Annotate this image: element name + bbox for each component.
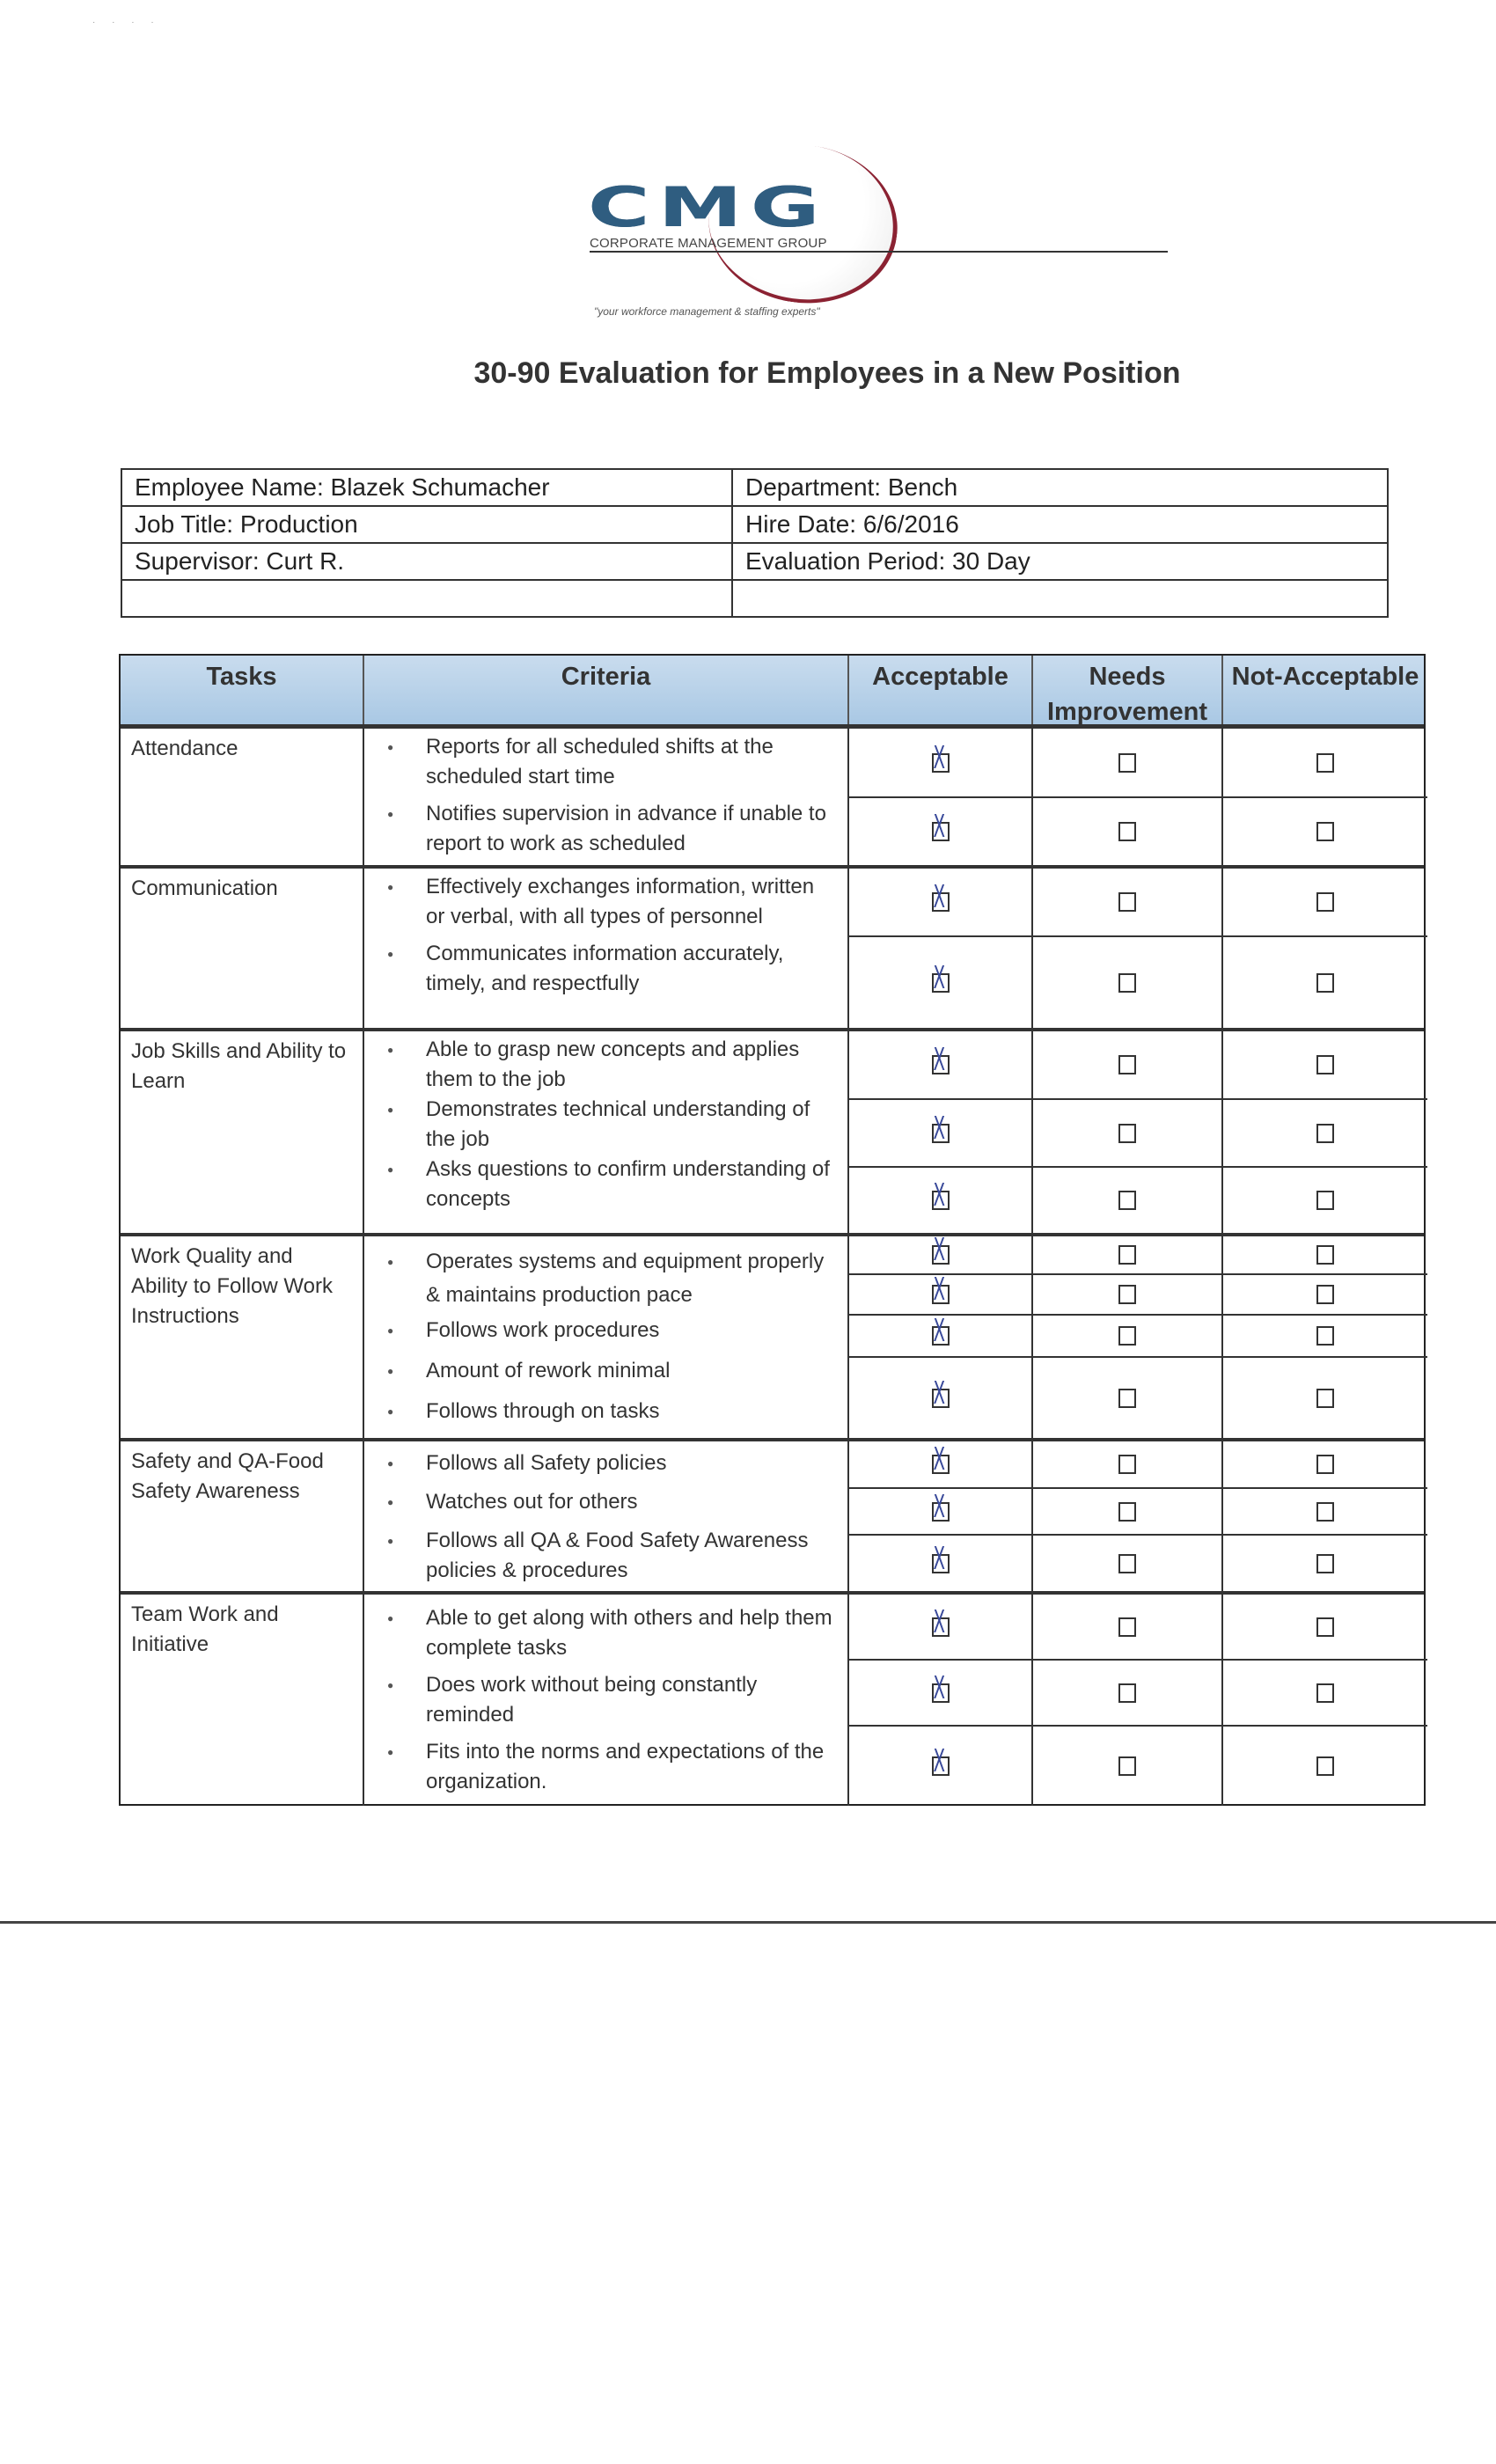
rating-row [849,1595,1427,1661]
checkbox-acceptable-checked[interactable] [932,753,950,773]
task-label: Team Work and Initiative [121,1595,364,1806]
column-header-tasks: Tasks [121,656,364,724]
criterion: ● Demonstrates technical understanding of the job [382,1095,839,1155]
task-label: Job Skills and Ability to Learn [121,1031,364,1233]
criterion: ● Follows work procedures [382,1316,839,1346]
criteria-list [364,1031,849,1233]
checkbox-not-acceptable[interactable] [1316,1683,1334,1703]
criteria-list [364,1595,849,1806]
checkbox-not-acceptable[interactable] [1316,822,1334,841]
evaluation-table [119,654,1426,1806]
criteria-list [364,869,849,1028]
checkbox-not-acceptable[interactable] [1316,1124,1334,1143]
checkbox-acceptable-checked[interactable] [932,892,950,912]
criteria-list [364,729,849,865]
checkbox-acceptable-checked[interactable] [932,1055,950,1074]
rating-row [849,1441,1427,1489]
checkbox-acceptable-checked[interactable] [932,1389,950,1408]
criterion: ● Does work without being constantly reminded [382,1670,839,1730]
checkbox-needs-improvement[interactable] [1118,1455,1136,1474]
checkbox-acceptable-checked[interactable] [932,1245,950,1265]
checkbox-needs-improvement[interactable] [1118,1245,1136,1265]
checkbox-not-acceptable[interactable] [1316,1245,1334,1265]
task-group-attendance [121,729,1424,869]
rating-row [849,1727,1427,1806]
rating-row [849,1100,1427,1168]
checkbox-needs-improvement[interactable] [1118,1285,1136,1304]
rating-row [849,1536,1427,1591]
checkbox-needs-improvement[interactable] [1118,973,1136,993]
page-title: 30-90 Evaluation for Employees in a New Position [473,356,1181,390]
task-group-work-quality [121,1236,1424,1441]
criterion: ● Notifies supervision in advance if unable to report to work as scheduled [382,799,839,859]
checkbox-acceptable-checked[interactable] [932,1191,950,1210]
criterion: ● Effectively exchanges information, written or verbal, with all types of personnel [382,872,839,932]
column-header-needs-improvement: Needs Improvement [1033,656,1223,724]
criterion: ● Asks questions to confirm understanding of concepts [382,1155,839,1214]
criterion: ● Amount of rework minimal [382,1356,839,1386]
rating-row [849,798,1427,865]
criterion: ● Reports for all scheduled shifts at the scheduled start time [382,732,839,792]
department-field[interactable]: Department: Bench [732,469,1388,506]
criterion: ● Operates systems and equipment properly & maintains production pace [382,1245,839,1312]
checkbox-needs-improvement[interactable] [1118,1554,1136,1573]
checkbox-needs-improvement[interactable] [1118,1326,1136,1346]
checkbox-needs-improvement[interactable] [1118,1617,1136,1637]
table-header [121,656,1424,729]
checkbox-acceptable-checked[interactable] [932,1683,950,1703]
checkbox-acceptable-checked[interactable] [932,1455,950,1474]
checkbox-acceptable-checked[interactable] [932,1756,950,1776]
rating-row [849,1316,1427,1358]
job-title-field[interactable]: Job Title: Production [121,506,732,543]
task-group-team-work [121,1595,1424,1806]
checkbox-needs-improvement[interactable] [1118,1124,1136,1143]
task-label: Safety and QA-Food Safety Awareness [121,1441,364,1591]
criterion: ● Able to get along with others and help them complete tasks [382,1603,839,1663]
company-name: CORPORATE MANAGEMENT GROUP [590,236,1168,253]
rating-row [849,1275,1427,1316]
task-label: Communication [121,869,364,1028]
checkbox-acceptable-checked[interactable] [932,973,950,993]
cmg-logo [563,145,933,334]
tagline: "your workforce management & staffing experts" [594,305,820,318]
task-group-job-skills [121,1031,1424,1236]
employee-info-table [121,468,1389,618]
checkbox-acceptable-checked[interactable] [932,1124,950,1143]
checkbox-acceptable-checked[interactable] [932,1285,950,1304]
checkbox-acceptable-checked[interactable] [932,822,950,841]
criterion: ● Able to grasp new concepts and applies them to the job [382,1035,839,1095]
task-group-safety [121,1441,1424,1595]
rating-row [849,1489,1427,1536]
rating-row [849,1358,1427,1438]
rating-row [849,869,1427,937]
blank-field-left[interactable] [121,580,732,617]
hire-date-field[interactable]: Hire Date: 6/6/2016 [732,506,1388,543]
rating-row [849,1661,1427,1727]
evaluation-period-field[interactable]: Evaluation Period: 30 Day [732,543,1388,580]
checkbox-not-acceptable[interactable] [1316,753,1334,773]
supervisor-field[interactable]: Supervisor: Curt R. [121,543,732,580]
checkbox-not-acceptable[interactable] [1316,1389,1334,1408]
checkbox-not-acceptable[interactable] [1316,1554,1334,1573]
checkbox-needs-improvement[interactable] [1118,1502,1136,1522]
rating-row [849,1168,1427,1233]
checkbox-not-acceptable[interactable] [1316,973,1334,993]
checkbox-acceptable-checked[interactable] [932,1502,950,1522]
criterion: ● Follows through on tasks [382,1397,839,1426]
criterion: ● Follows all Safety policies [382,1448,839,1478]
criterion: ● Fits into the norms and expectations of the organization. [382,1737,839,1797]
checkbox-needs-improvement[interactable] [1118,1756,1136,1776]
rating-row [849,937,1427,1028]
checkbox-not-acceptable[interactable] [1316,1326,1334,1346]
rating-row [849,1031,1427,1100]
column-header-criteria: Criteria [364,656,849,724]
checkbox-not-acceptable[interactable] [1316,1055,1334,1074]
checkbox-not-acceptable[interactable] [1316,1285,1334,1304]
criterion: ● Communicates information accurately, timely, and respectfully [382,939,839,999]
employee-name-field[interactable]: Employee Name: Blazek Schumacher [121,469,732,506]
checkbox-acceptable-checked[interactable] [932,1326,950,1346]
criterion: ● Watches out for others [382,1487,839,1517]
checkbox-acceptable-checked[interactable] [932,1617,950,1637]
checkbox-not-acceptable[interactable] [1316,1455,1334,1474]
checkbox-not-acceptable[interactable] [1316,1191,1334,1210]
rating-row [849,1236,1427,1275]
rating-row [849,729,1427,798]
checkbox-needs-improvement[interactable] [1118,1683,1136,1703]
criterion: ● Follows all QA & Food Safety Awareness policies & procedures [382,1526,839,1586]
task-label: Work Quality and Ability to Follow Work Instructions [121,1236,364,1438]
checkbox-not-acceptable[interactable] [1316,892,1334,912]
column-header-not-acceptable: Not-Acceptable [1231,663,1419,691]
blank-field-right[interactable] [732,580,1388,617]
task-label: Attendance [121,729,364,865]
criteria-list [364,1441,849,1591]
scan-artifact: · · · · [92,18,161,27]
checkbox-needs-improvement[interactable] [1118,1389,1136,1408]
page-edge-divider [0,1921,1496,1924]
checkbox-needs-improvement[interactable] [1118,822,1136,841]
column-header-acceptable: Acceptable [849,656,1033,724]
criteria-list [364,1236,849,1438]
checkbox-not-acceptable[interactable] [1316,1617,1334,1637]
task-group-communication [121,869,1424,1031]
checkbox-needs-improvement[interactable] [1118,1191,1136,1210]
logo-wordmark: CMG [588,175,828,239]
checkbox-needs-improvement[interactable] [1118,892,1136,912]
checkbox-needs-improvement[interactable] [1118,1055,1136,1074]
checkbox-needs-improvement[interactable] [1118,753,1136,773]
checkbox-not-acceptable[interactable] [1316,1756,1334,1776]
checkbox-acceptable-checked[interactable] [932,1554,950,1573]
checkbox-not-acceptable[interactable] [1316,1502,1334,1522]
